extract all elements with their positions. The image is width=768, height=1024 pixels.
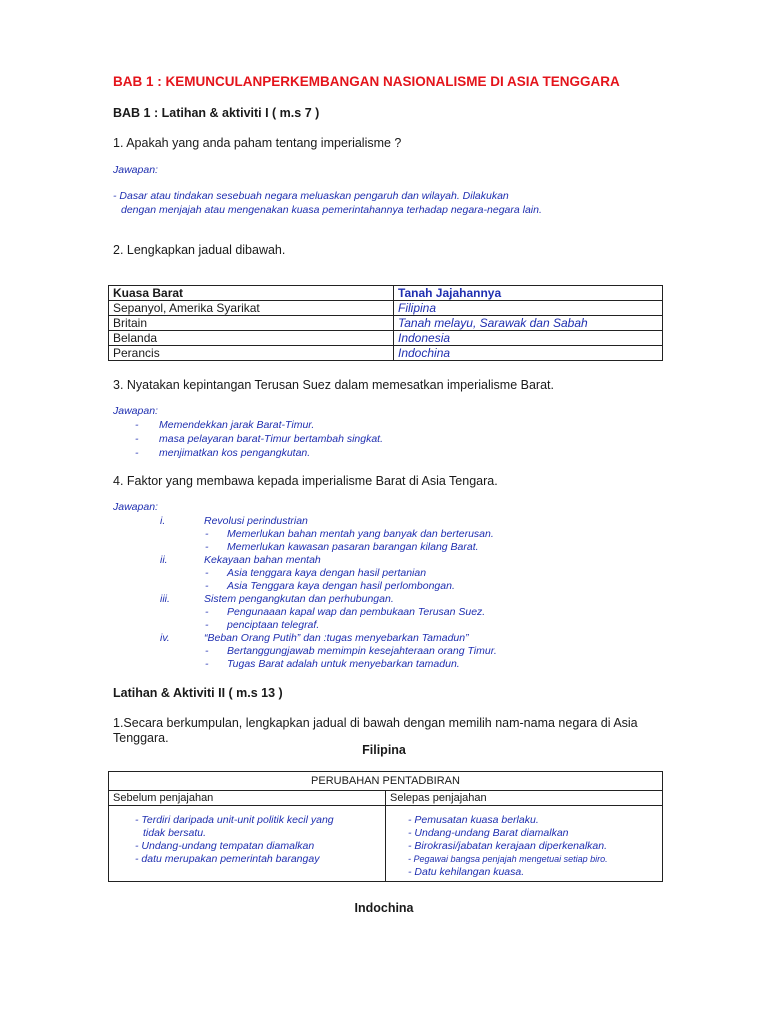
question-3: 3. Nyatakan kepintangan Terusan Suez dalam memesatkan imperialisme Barat.: [113, 378, 554, 392]
question-5-line-1: 1.Secara berkumpulan, lengkapkan jadual di bawah dengan memilih nam-nama negara di Asia: [113, 716, 638, 730]
after-line: - Pemusatan kuasa berlaku.: [408, 814, 539, 826]
item-sub: penciptaan telegraf.: [227, 619, 320, 631]
item-text: “Beban Orang Putih” dan :tugas menyebarkan Tamadun”: [204, 632, 469, 644]
section-heading-2: Latihan & Aktiviti II ( m.s 13 ): [113, 686, 283, 700]
table-row: [109, 301, 663, 316]
page-title: BAB 1 : KEMUNCULANPERKEMBANGAN NASIONALISME DI ASIA TENGGARA: [113, 74, 620, 89]
question-4: 4. Faktor yang membawa kepada imperialisme Barat di Asia Tengara.: [113, 474, 498, 488]
bullet-dash: -: [205, 541, 209, 553]
before-line: - Terdiri daripada unit-unit politik kecil yang: [135, 814, 334, 826]
bullet-dash: -: [205, 580, 209, 592]
answer-label-1: Jawapan:: [113, 164, 158, 176]
after-line: - Pegawai bangsa penjajah mengetuai setiap biro.: [408, 854, 608, 864]
bullet-dash: -: [205, 619, 209, 631]
table-cell: Sepanyol, Amerika Syarikat: [109, 301, 394, 316]
item-sub: Memerlukan kawasan pasaran barangan kilang Barat.: [227, 541, 479, 553]
col-after-header: Selepas penjajahan: [386, 791, 663, 806]
item-sub: Pengunaaan kapal wap dan pembukaan Terusan Suez.: [227, 606, 486, 618]
table-cell: Indochina: [394, 346, 663, 361]
after-line: - Datu kehilangan kuasa.: [408, 866, 525, 878]
table-cell: Indonesia: [394, 331, 663, 346]
before-line: - datu merupakan pemerintah barangay: [135, 853, 320, 865]
answer-label-3: Jawapan:: [113, 405, 158, 417]
item-sub: Tugas Barat adalah untuk menyebarkan tamadun.: [227, 658, 460, 670]
item-sub: Bertanggungjawab memimpin kesejahteraan orang Timur.: [227, 645, 497, 657]
bullet-dash: -: [205, 567, 209, 579]
answer-label-4: Jawapan:: [113, 501, 158, 513]
bullet-dash: -: [205, 658, 209, 670]
table-cell: Belanda: [109, 331, 394, 346]
question-2: 2. Lengkapkan jadual dibawah.: [113, 243, 286, 257]
table-title-cell: PERUBAHAN PENTADBIRAN: [109, 772, 663, 791]
item-text: Kekayaan bahan mentah: [204, 554, 321, 566]
table-cell: Tanah melayu, Sarawak dan Sabah: [394, 316, 663, 331]
bullet-dash: -: [205, 606, 209, 618]
item-sub: Asia tenggara kaya dengan hasil pertanian: [227, 567, 427, 579]
item-number: iii.: [160, 593, 170, 605]
before-line: tidak bersatu.: [143, 827, 207, 839]
table-row: [109, 316, 663, 331]
bullet-dash: -: [135, 433, 139, 445]
item-text: Revolusi perindustrian: [204, 515, 308, 527]
table-cell: Perancis: [109, 346, 394, 361]
item-number: iv.: [160, 632, 170, 644]
item-text: Sistem pengangkutan dan perhubungan.: [204, 593, 394, 605]
bullet-dash: -: [135, 447, 139, 459]
table-header-cell: Kuasa Barat: [109, 286, 394, 301]
answer-1-line-1: - Dasar atau tindakan sesebuah negara meluaskan pengaruh dan wilayah. Dilakukan: [113, 190, 509, 202]
table-subheader-row: [109, 791, 663, 806]
filipina-heading: Filipina: [362, 743, 406, 757]
bullet-dash: -: [205, 645, 209, 657]
answer-3-bullet: menjimatkan kos pengangkutan.: [159, 447, 311, 459]
after-line: - Undang-undang Barat diamalkan: [408, 827, 569, 839]
after-line: - Birokrasi/jabatan kerajaan diperkenalkan.: [408, 840, 608, 852]
table-cell: Filipina: [394, 301, 663, 316]
table-body-row: [109, 806, 663, 882]
before-cell: [109, 806, 386, 882]
indochina-heading: Indochina: [354, 901, 414, 915]
question-5-line-2: Tenggara.: [113, 731, 169, 745]
before-line: - Undang-undang tempatan diamalkan: [135, 840, 315, 852]
table-header-cell: Tanah Jajahannya: [394, 286, 663, 301]
table-cell: Britain: [109, 316, 394, 331]
answer-3-bullet: masa pelayaran barat-Timur bertambah singkat.: [159, 433, 384, 445]
section-heading-1: BAB 1 : Latihan & aktiviti I ( m.s 7 ): [113, 106, 320, 120]
item-sub: Asia Tenggara kaya dengan hasil perlombongan.: [227, 580, 455, 592]
item-sub: Memerlukan bahan mentah yang banyak dan berterusan.: [227, 528, 494, 540]
col-before-header: Sebelum penjajahan: [109, 791, 386, 806]
bullet-dash: -: [135, 419, 139, 431]
answer-1-line-2: dengan menjajah atau mengenakan kuasa pemerintahannya terhadap negara-negara lain.: [121, 204, 542, 216]
item-number: ii.: [160, 554, 168, 566]
answer-3-bullet: Memendekkan jarak Barat-Timur.: [159, 419, 315, 431]
colonial-powers-table: [108, 285, 663, 361]
table-header-row: [109, 286, 663, 301]
administration-changes-table: [108, 771, 663, 882]
item-number: i.: [160, 515, 166, 527]
after-cell: [386, 806, 663, 882]
table-title-row: [109, 772, 663, 791]
question-1: 1. Apakah yang anda paham tentang imperialisme ?: [113, 136, 402, 150]
table-row: [109, 331, 663, 346]
table-row: [109, 346, 663, 361]
bullet-dash: -: [205, 528, 209, 540]
